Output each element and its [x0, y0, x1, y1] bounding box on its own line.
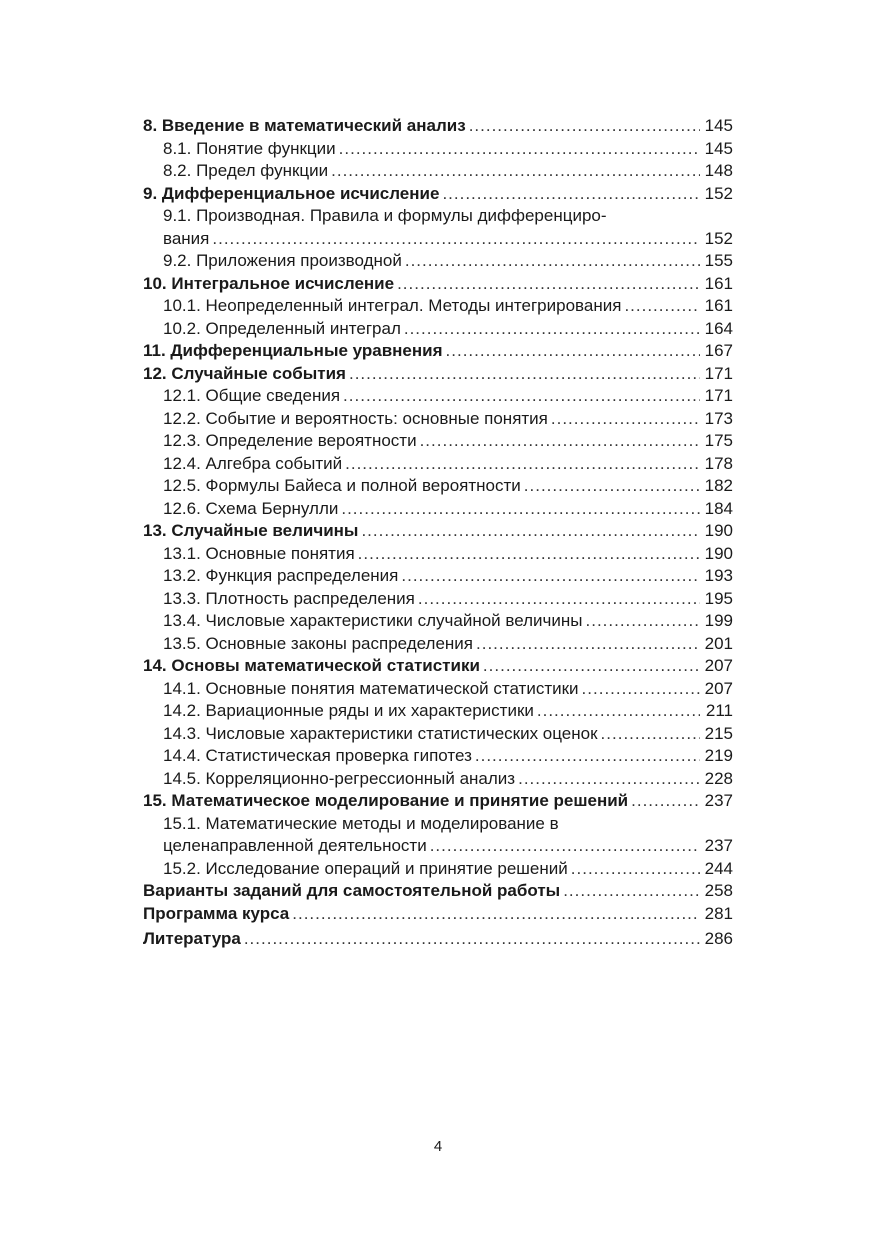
toc-section-row: [143, 723, 733, 746]
toc-entry-title: 14.5. Корреляционно-регрессионный анализ: [163, 768, 516, 788]
toc-section-row: [143, 565, 733, 588]
toc-section-row: [143, 835, 733, 858]
toc-section-row: [143, 633, 733, 656]
toc-dot-leader: [442, 183, 700, 206]
toc-page-number: 164: [704, 318, 733, 338]
toc-dot-leader: [349, 363, 700, 386]
toc-entry-title: 9. Дифференциальное исчисление: [143, 183, 440, 203]
toc-dot-leader: [601, 723, 700, 746]
toc-dot-leader: [361, 520, 700, 543]
toc-page-number: 190: [704, 543, 733, 563]
toc-section-row: [143, 588, 733, 611]
toc-section-row: [143, 475, 733, 498]
toc-entry-title: 15.1. Математические методы и моделирование в: [163, 813, 559, 833]
toc-page-number: 258: [704, 881, 733, 900]
toc-section-row: [143, 205, 733, 228]
toc-dot-leader: [341, 498, 700, 521]
toc-section-row: [143, 385, 733, 408]
toc-section-row: [143, 250, 733, 273]
toc-entry-title: 14.2. Вариационные ряды и их характеристики: [163, 701, 534, 720]
toc-entry-title: 10.2. Определенный интеграл: [163, 318, 401, 338]
toc-page-number: 237: [704, 836, 733, 855]
toc-entry-title: 13.4. Числовые характеристики случайной величины: [163, 611, 583, 630]
toc-page-number: 148: [704, 161, 733, 180]
toc-entry-title: 12. Случайные события: [143, 363, 346, 383]
toc-entry-title: 14.3. Числовые характеристики статистических оценок: [163, 723, 598, 743]
toc-chapter-row: [143, 903, 733, 926]
toc-section-row: [143, 160, 733, 183]
toc-section-row: [143, 430, 733, 453]
toc-page-number: 207: [704, 678, 733, 698]
toc-entry-title: 8.2. Предел функции: [163, 161, 329, 180]
toc-section-row: [143, 858, 733, 881]
toc-dot-leader: [339, 138, 700, 161]
toc-section-row: [143, 678, 733, 701]
toc-entry-title: 14. Основы математической статистики: [143, 656, 480, 675]
toc-page-number: 152: [704, 183, 733, 203]
toc-dot-leader: [401, 565, 700, 588]
toc-dot-leader: [212, 228, 700, 251]
toc-entry-title: 13. Случайные величины: [143, 521, 359, 540]
toc-dot-leader: [343, 385, 700, 408]
toc-section-row: [143, 745, 733, 768]
toc-dot-leader: [345, 453, 700, 476]
toc-dot-leader: [475, 745, 700, 768]
toc-entry-title: Литература: [143, 929, 241, 948]
toc-dot-leader: [524, 475, 700, 498]
toc-page-number: 190: [704, 521, 733, 540]
toc-chapter-row: [143, 880, 733, 903]
toc-chapter-row: [143, 340, 733, 363]
toc-page-number: 219: [704, 746, 733, 765]
toc-dot-leader: [537, 700, 700, 723]
toc-page-number: 167: [704, 341, 733, 360]
toc-dot-leader: [476, 633, 700, 656]
toc-entry-title: 12.1. Общие сведения: [163, 386, 341, 405]
toc-page-number: 171: [704, 386, 733, 405]
toc-dot-leader: [582, 678, 700, 701]
toc-chapter-row: [143, 183, 733, 206]
toc-entry-title: 12.6. Схема Бернулли: [163, 498, 339, 518]
toc-dot-leader: [586, 610, 701, 633]
toc-page-number: 178: [704, 453, 733, 473]
toc-dot-leader: [418, 588, 700, 611]
toc-dot-leader: [631, 790, 700, 813]
toc-entry-title: 9.1. Производная. Правила и формулы дифференциро-: [163, 206, 607, 225]
table-of-contents: [143, 115, 733, 951]
toc-dot-leader: [405, 250, 700, 273]
toc-page-number: 281: [704, 903, 733, 923]
toc-dot-leader: [518, 768, 700, 791]
toc-dot-leader: [420, 430, 700, 453]
toc-chapter-row: [143, 363, 733, 386]
toc-dot-leader: [358, 543, 700, 566]
toc-page-number: 211: [705, 701, 733, 720]
toc-entry-title: 13.5. Основные законы распределения: [163, 633, 474, 653]
toc-section-row: [143, 408, 733, 431]
toc-entry-title: 15. Математическое моделирование и принятие решений: [143, 791, 629, 810]
toc-entry-title: 14.4. Статистическая проверка гипотез: [163, 746, 472, 765]
toc-page-number: 155: [704, 251, 733, 270]
toc-dot-leader: [292, 903, 700, 926]
toc-page-number: 286: [704, 929, 733, 948]
toc-chapter-row: [143, 655, 733, 678]
toc-page-number: 228: [704, 768, 733, 788]
toc-dot-leader: [430, 835, 700, 858]
toc-entry-title: Программа курса: [143, 903, 290, 923]
toc-page-number: 195: [704, 588, 733, 608]
toc-page-number: 145: [704, 138, 733, 158]
toc-entry-title: 10.1. Неопределенный интеграл. Методы интегрирования: [163, 296, 622, 315]
toc-section-row: [143, 813, 733, 836]
toc-entry-title: вания: [163, 228, 210, 248]
toc-entry-title: 13.3. Плотность распределения: [163, 588, 415, 608]
toc-chapter-row: [143, 790, 733, 813]
toc-entry-title: 12.2. Событие и вероятность: основные понятия: [163, 408, 548, 428]
toc-entry-title: 8.1. Понятие функции: [163, 138, 336, 158]
toc-dot-leader: [404, 318, 700, 341]
toc-entry-title: 14.1. Основные понятия математической статистики: [163, 678, 579, 698]
toc-entry-title: 15.2. Исследование операций и принятие решений: [163, 858, 568, 878]
toc-dot-leader: [563, 880, 700, 903]
toc-chapter-row: [143, 520, 733, 543]
toc-section-row: [143, 498, 733, 521]
toc-dot-leader: [551, 408, 700, 431]
toc-dot-leader: [331, 160, 700, 183]
toc-entry-title: 13.1. Основные понятия: [163, 543, 355, 563]
toc-section-row: [143, 318, 733, 341]
toc-entry-title: Варианты заданий для самостоятельной работы: [143, 881, 561, 900]
toc-entry-title: 12.3. Определение вероятности: [163, 431, 417, 450]
toc-dot-leader: [244, 928, 700, 951]
toc-dot-leader: [624, 295, 700, 318]
toc-page-number: 184: [704, 498, 733, 518]
toc-section-row: [143, 610, 733, 633]
toc-entry-title: целенаправленной деятельности: [163, 836, 427, 855]
toc-page-number: 199: [704, 611, 733, 630]
toc-page-number: 215: [704, 723, 733, 743]
toc-entry-title: 12.4. Алгебра событий: [163, 453, 343, 473]
toc-dot-leader: [397, 273, 700, 296]
toc-section-row: [143, 768, 733, 791]
toc-chapter-row: [143, 115, 733, 138]
toc-chapter-row: [143, 928, 733, 951]
toc-entry-title: 11. Дифференциальные уравнения: [143, 341, 443, 360]
toc-page-number: 201: [704, 633, 733, 653]
toc-page-number: 237: [704, 791, 733, 810]
toc-entry-title: 8. Введение в математический анализ: [143, 116, 466, 135]
toc-page-number: 182: [704, 476, 733, 495]
toc-page-number: 161: [704, 296, 733, 315]
toc-page-number: 193: [704, 566, 733, 585]
toc-page-number: 161: [704, 273, 733, 293]
toc-page-number: 171: [704, 363, 733, 383]
toc-page-number: 173: [704, 408, 733, 428]
toc-page-number: 175: [704, 431, 733, 450]
toc-page-number: 152: [704, 228, 733, 248]
toc-entry-title: 13.2. Функция распределения: [163, 566, 399, 585]
toc-page-number: 244: [704, 858, 733, 878]
toc-dot-leader: [483, 655, 700, 678]
toc-dot-leader: [571, 858, 700, 881]
toc-chapter-row: [143, 273, 733, 296]
toc-section-row: [143, 543, 733, 566]
toc-dot-leader: [469, 115, 700, 138]
toc-section-row: [143, 295, 733, 318]
toc-section-row: [143, 138, 733, 161]
toc-dot-leader: [446, 340, 700, 363]
toc-entry-title: 9.2. Приложения производной: [163, 251, 402, 270]
toc-page-number: 145: [704, 116, 733, 135]
toc-section-row: [143, 700, 733, 723]
toc-entry-title: 10. Интегральное исчисление: [143, 273, 395, 293]
page-number: 4: [433, 1138, 443, 1155]
toc-entry-title: 12.5. Формулы Байеса и полной вероятности: [163, 476, 521, 495]
toc-section-row: [143, 453, 733, 476]
toc-section-row: [143, 228, 733, 251]
toc-page-number: 207: [704, 656, 733, 675]
